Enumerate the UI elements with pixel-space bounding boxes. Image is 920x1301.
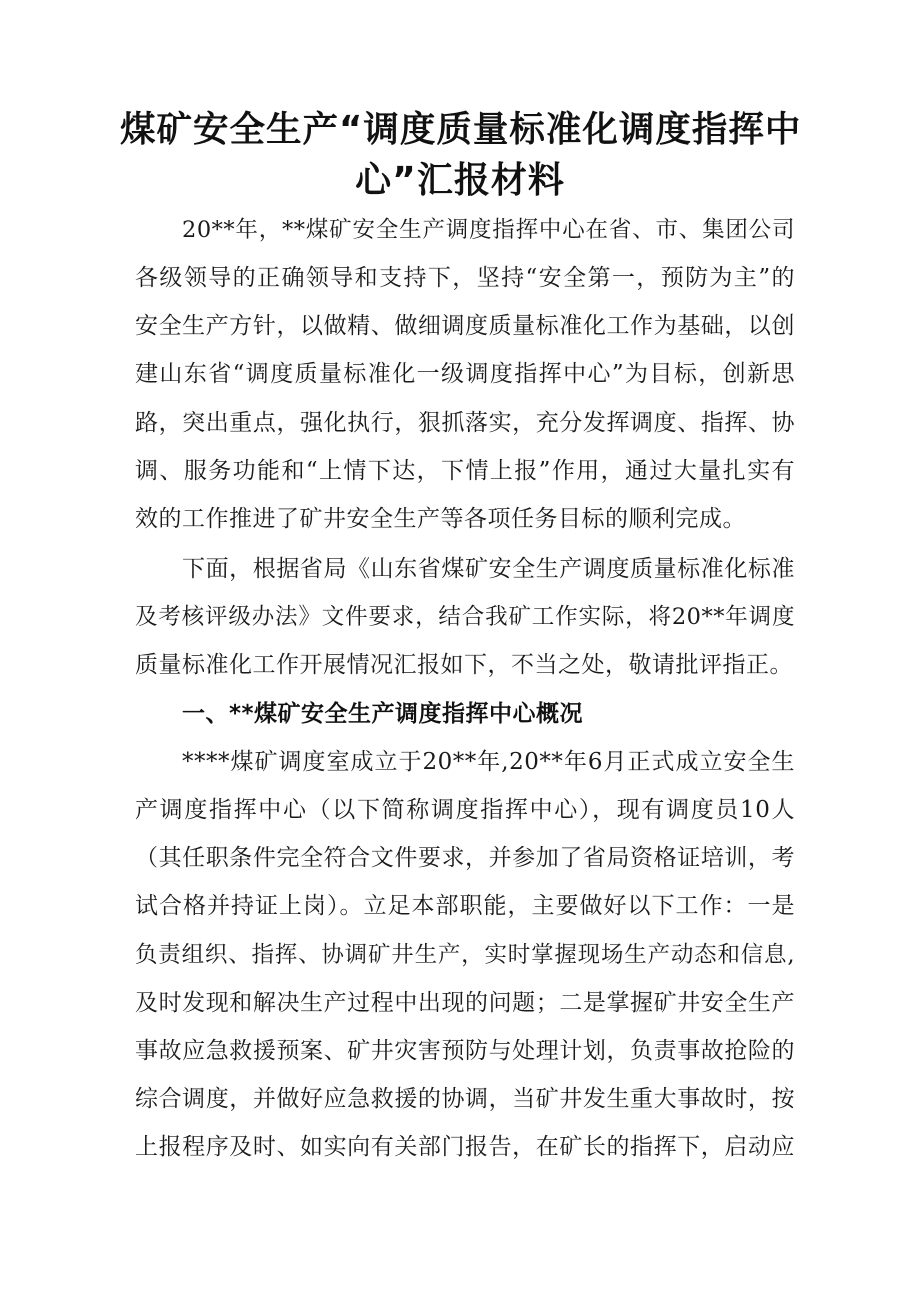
document-title-line-2: 心”汇报材料 bbox=[355, 160, 565, 201]
paragraph-1-line-1: 20**年，**煤矿安全生产调度指挥中心在省、市、集团公司 bbox=[182, 217, 795, 243]
paragraph-2-line-1: 下面，根据省局《山东省煤矿安全生产调度质量标准化标准 bbox=[182, 556, 795, 582]
paragraph-1-line-4: 建山东省“调度质量标准化一级调度指挥中心”为目标，创新思 bbox=[135, 361, 795, 387]
document-title-line-1: 煤矿安全生产“调度质量标准化调度指挥中 bbox=[120, 109, 802, 150]
paragraph-3-line-3: （其任职条件完全符合文件要求，并参加了省局资格证培训，考 bbox=[135, 845, 795, 871]
paragraph-3-line-5: 负责组织、指挥、协调矿井生产，实时掌握现场生产动态和信息, bbox=[135, 942, 795, 968]
paragraph-3-line-2: 产调度指挥中心（以下简称调度指挥中心），现有调度员10人 bbox=[135, 797, 795, 823]
section-1-heading: 一、**煤矿安全生产调度指挥中心概况 bbox=[182, 701, 584, 727]
paragraph-1-line-7: 效的工作推进了矿井安全生产等各项任务目标的顺利完成。 bbox=[135, 506, 746, 532]
paragraph-1-line-2: 各级领导的正确领导和支持下，坚持“安全第一，预防为主”的 bbox=[135, 265, 795, 291]
paragraph-3-line-8: 综合调度，并做好应急救援的协调，当矿井发生重大事故时，按 bbox=[135, 1086, 795, 1112]
paragraph-3-line-4: 试合格并持证上岗）。立足本部职能，主要做好以下工作：一是 bbox=[135, 893, 795, 919]
paragraph-1-line-6: 调、服务功能和“上情下达，下情上报”作用，通过大量扎实有 bbox=[135, 458, 795, 484]
paragraph-2-line-3: 质量标准化工作开展情况汇报如下，不当之处，敬请批评指正。 bbox=[135, 652, 793, 678]
paragraph-3-line-1: ****煤矿调度室成立于20**年,20**年6月正式成立安全生 bbox=[182, 749, 795, 775]
paragraph-3-line-7: 事故应急救援预案、矿井灾害预防与处理计划，负责事故抢险的 bbox=[135, 1038, 795, 1064]
paragraph-3-line-6: 及时发现和解决生产过程中出现的问题；二是掌握矿井安全生产 bbox=[135, 990, 795, 1016]
paragraph-1-line-3: 安全生产方针，以做精、做细调度质量标准化工作为基础，以创 bbox=[135, 313, 795, 339]
paragraph-1-line-5: 路，突出重点，强化执行，狠抓落实，充分发挥调度、指挥、协 bbox=[135, 410, 795, 436]
paragraph-2-line-2: 及考核评级办法》文件要求，结合我矿工作实际，将20**年调度 bbox=[135, 604, 795, 630]
paragraph-3-line-9: 上报程序及时、如实向有关部门报告，在矿长的指挥下，启动应 bbox=[135, 1134, 795, 1160]
